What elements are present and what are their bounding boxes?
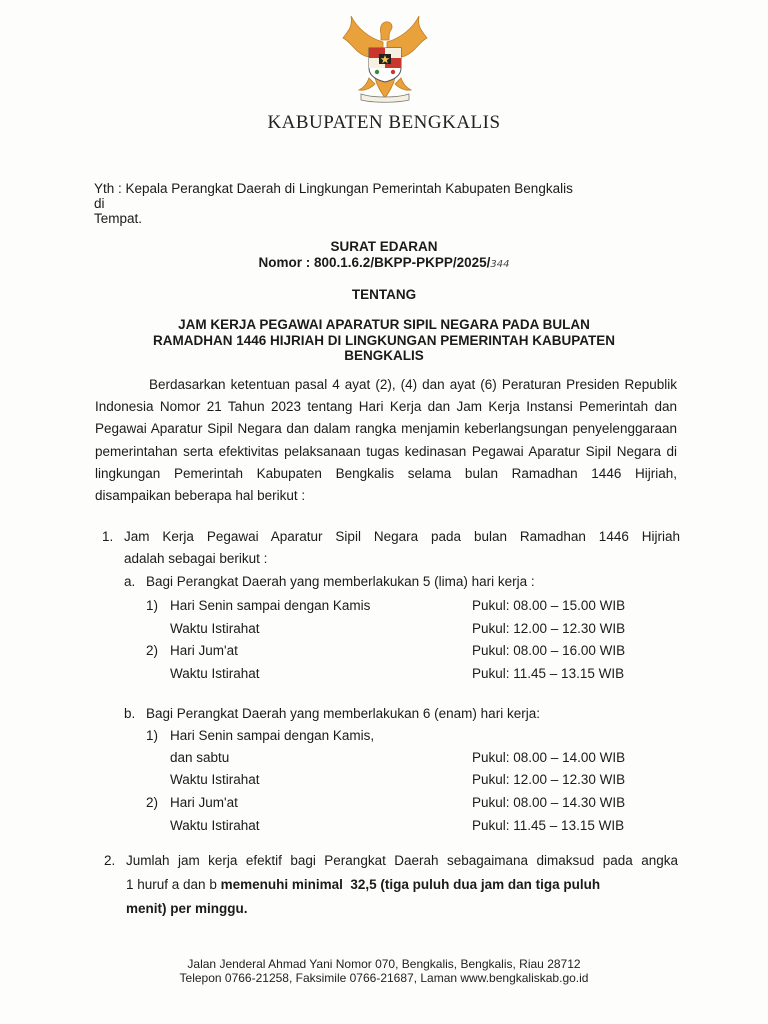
schedule-b-row-1-day: Hari Senin sampai dengan Kamis,	[170, 728, 375, 743]
subject-line-1: JAM KERJA PEGAWAI APARATUR SIPIL NEGARA PADA BULAN	[178, 317, 590, 332]
addressee-to: Yth : Kepala Perangkat Daerah di Lingkungan Pemerintah Kabupaten Bengkalis	[94, 181, 573, 196]
schedule-b-row-1-num: 1)	[146, 728, 159, 743]
item-2-line-1: Jumlah jam kerja efektif bagi Perangkat Daerah sebagaimana dimaksud pada angka	[126, 853, 678, 868]
item-1b-text: Bagi Perangkat Daerah yang memberlakukan 6 (enam) hari kerja:	[146, 706, 540, 721]
schedule-a-row-1-day: Hari Senin sampai dengan Kamis	[170, 598, 371, 613]
addressee-place: Tempat.	[94, 211, 143, 226]
addressee-at: di	[94, 196, 105, 211]
schedule-a-row-1-num: 1)	[146, 598, 159, 613]
item-1-line-1: Jam Kerja Pegawai Aparatur Sipil Negara pada bulan Ramadhan 1446 Hijriah	[124, 529, 680, 544]
schedule-a-row-3-num: 2)	[146, 643, 159, 658]
item-1-line-2: adalah sebagai berikut :	[124, 551, 268, 566]
schedule-a-row-4-time: Pukul: 11.45 – 13.15 WIB	[472, 666, 625, 681]
letter-type: SURAT EDARAN	[330, 239, 438, 254]
schedule-a-row-1-time: Pukul: 08.00 – 15.00 WIB	[472, 598, 626, 613]
schedule-b-row-4-day: Hari Jum'at	[170, 795, 238, 810]
garuda-emblem	[339, 12, 431, 104]
letter-about: TENTANG	[351, 287, 417, 302]
schedule-b-row-4-time: Pukul: 08.00 – 14.30 WIB	[472, 795, 626, 810]
schedule-b-row-3-day: Waktu Istirahat	[170, 772, 260, 787]
addressee-block	[94, 181, 573, 226]
schedule-b-row-3-time: Pukul: 12.00 – 12.30 WIB	[472, 772, 626, 787]
item-1a-label: a.	[124, 574, 136, 589]
schedule-a-row-3-day: Hari Jum'at	[170, 643, 238, 658]
item-2-number: 2.	[104, 853, 116, 868]
item-1-number: 1.	[102, 529, 114, 544]
item-1a-text: Bagi Perangkat Daerah yang memberlakukan 5 (lima) hari kerja :	[146, 574, 535, 589]
regency-title: KABUPATEN BENGKALIS	[267, 112, 501, 133]
item-2-line-3: menit) per minggu.	[126, 901, 248, 916]
schedule-b-row-5-time: Pukul: 11.45 – 13.15 WIB	[472, 818, 625, 833]
schedule-a-row-4-day: Waktu Istirahat	[170, 666, 260, 681]
item-2-line-2-bold: memenuhi minimal 32,5 (tiga puluh dua jam dan tiga puluh	[220, 877, 601, 892]
subject-line-2: RAMADHAN 1446 HIJRIAH DI LINGKUNGAN PEMERINTAH KABUPATEN	[152, 332, 616, 348]
footer-contact: Telepon 0766-21258, Faksimile 0766-21687, Laman www.bengkaliskab.go.id	[179, 971, 589, 985]
footer-address: Jalan Jenderal Ahmad Yani Nomor 070, Bengkalis, Bengkalis, Riau 28712	[187, 957, 581, 971]
schedule-b-row-5-day: Waktu Istirahat	[170, 818, 260, 833]
schedule-b-row-4-num: 2)	[146, 795, 159, 810]
schedule-a-row-2-time: Pukul: 12.00 – 12.30 WIB	[472, 621, 626, 636]
schedule-b-row-2-time: Pukul: 08.00 – 14.00 WIB	[472, 750, 626, 765]
handwritten-number: 344	[490, 259, 510, 270]
subject-line-3: BENGKALIS	[344, 348, 424, 363]
schedule-b-row-2-day: dan sabtu	[170, 750, 230, 765]
intro-paragraph	[95, 374, 677, 507]
item-2-line-2	[126, 877, 600, 892]
item-2-line-2-plain: 1 huruf a dan b	[126, 877, 221, 892]
schedule-a-row-2-day: Waktu Istirahat	[170, 621, 260, 636]
intro-text: Berdasarkan ketentuan pasal 4 ayat (2), (4) dan ayat (6) Peraturan Presiden Republik Indonesia Nomor 21 Tahun 2023 tentang Hari Kerja dan Jam Kerja Instansi Pemerintah dan Pegawai Aparatur Sipil Negara dan dalam rangka menjamin keberlangsungan penyelenggaraan pemerintahan serta efektivitas pelaksanaan tugas kedinasan Pegawai Aparatur Sipil Negara di lingkungan Pemerintah Kabupaten Bengkalis selama bulan Ramadhan 1446 Hijriah, disampaikan beberapa hal berikut :	[95, 377, 677, 504]
letter-subject	[110, 317, 658, 364]
letter-number-text: Nomor : 800.1.6.2/BKPP-PKPP/2025/	[258, 255, 491, 270]
letter-number	[0, 255, 768, 273]
schedule-a-row-3-time: Pukul: 08.00 – 16.00 WIB	[472, 643, 626, 658]
item-1b-label: b.	[124, 706, 136, 721]
